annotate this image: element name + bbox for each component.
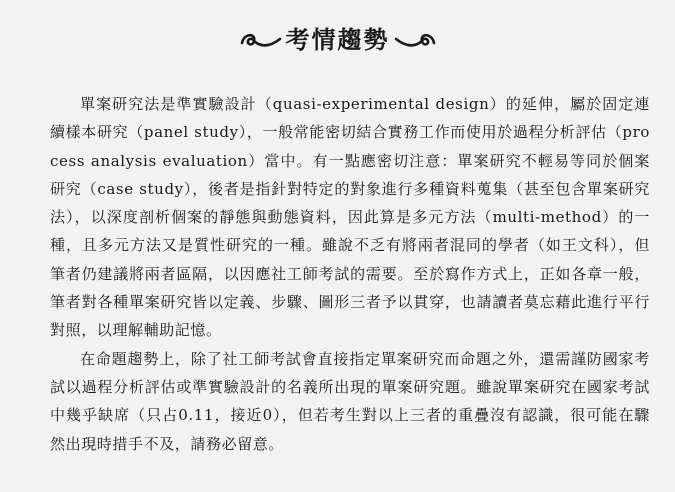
page-title: 考情趨勢 [285,25,390,54]
paragraph: 單案研究法是準實驗設計（quasi-experimental design）的延伸，屬於固定連續樣本研究（panel study），一般常能密切結合實務工作而使用於過程分析評估（process analysis evaluation）當中。有一點應密切注意：單案研究不輕易等同於個案研究（case study），後者是指針對特定的對象進行多種資料蒐集（甚至包含單案研究法），以深度剖析個案的靜態與動態資料，因此算是多元方法（multi-method）的一種，且多元方法又是質性研究的一種。雖說不乏有將兩者混同的學者（如王文科），但筆者仍建議將兩者區隔，以因應社工師考試的需要。至於寫作方式上，正如各章一般，筆者對各種單案研究皆以定義、步驟、圖形三者予以貫穿，也請讀者莫忘藉此進行平行對照，以理解輔助記憶。 [50,95,650,340]
swirl-ornament-icon [394,28,438,52]
paragraph: 在命題趨勢上，除了社工師考試會直接指定單案研究而命題之外，還需謹防國家考試以過程分析評估或準實驗設計的名義所出現的單案研究題。雖說單案研究在國家考試中幾乎缺席（只占0.11，接近0），但若考生對以上三者的重疊沒有認識，很可能在驟然出現時措手不及，請務必留意。 [50,349,650,453]
body-text [50,90,650,458]
swirl-ornament-icon [238,28,282,52]
section-heading [0,22,675,58]
